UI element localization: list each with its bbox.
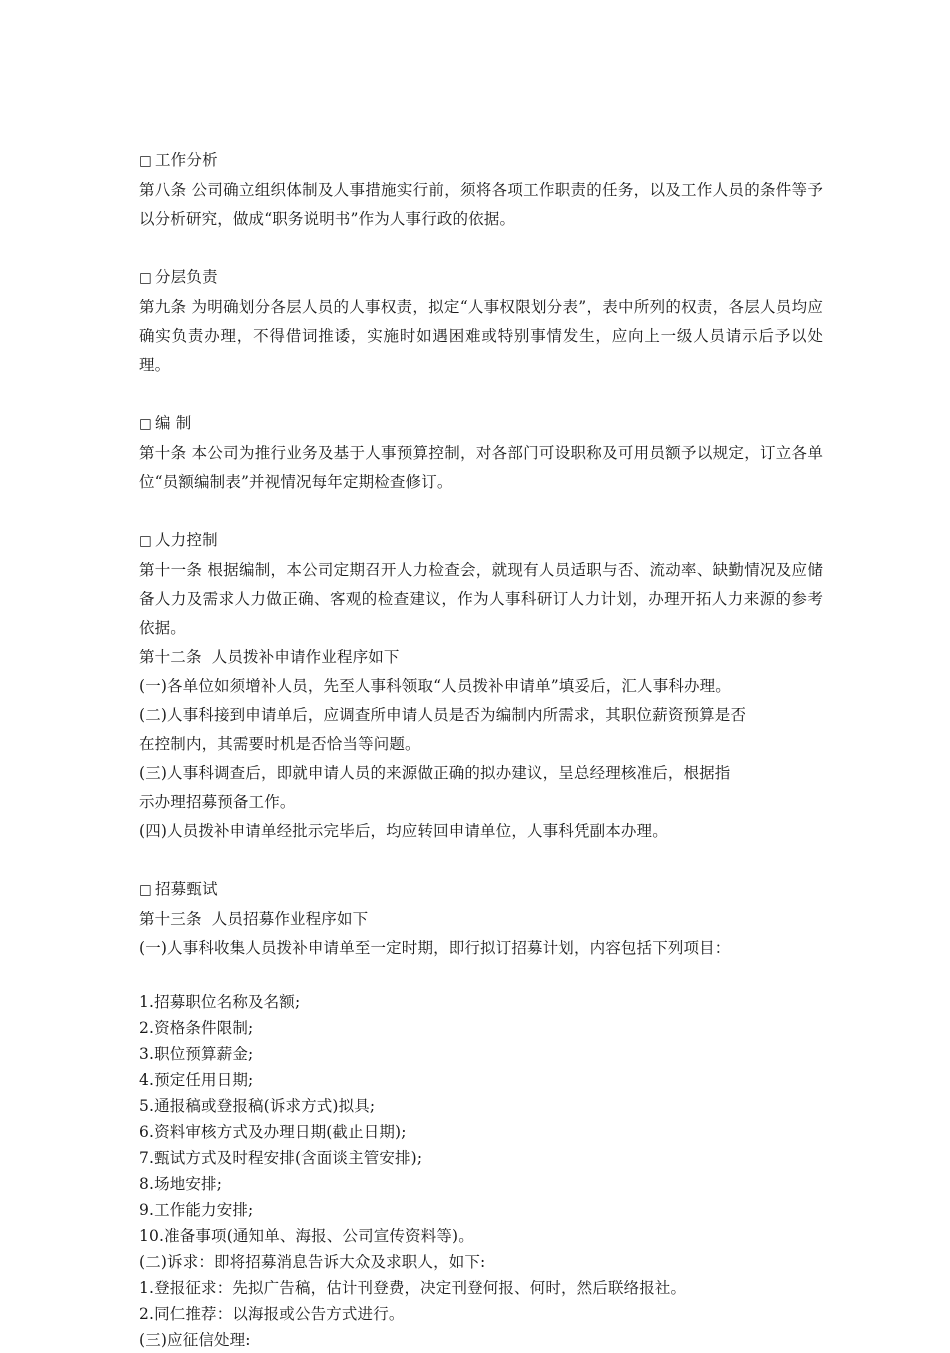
recruitment-item-two: (二)诉求：即将招募消息告诉大众及求职人，如下: <box>139 1253 486 1271</box>
paragraph-spacer <box>139 380 823 409</box>
plan-item: 2.资格条件限制; <box>139 1019 254 1037</box>
section-heading-job-analysis <box>139 146 823 176</box>
article-twelve-item: (二)人事科接到申请单后，应调查所申请人员是否为编制内所需求，其职位薪资预算是否 <box>139 706 747 724</box>
section-paragraph-tiered-responsibility: 第九条 为明确划分各层人员的人事权责，拟定“人事权限划分表”，表中所列的权责，各层人员均应确实负责办理，不得借词推诿，实施时如遇困难或特别事情发生，应向上一级人员请示后予以处理。 <box>139 298 823 374</box>
plan-item: 4.预定任用日期; <box>139 1071 254 1089</box>
plan-item: 5.通报稿或登报稿(诉求方式)拟具; <box>139 1097 376 1115</box>
plan-item: 1.招募职位名称及名额; <box>139 993 301 1011</box>
appeal-item: 2.同仁推荐：以海报或公告方式进行。 <box>139 1305 405 1323</box>
recruitment-item-three: (三)应征信处理: <box>139 1331 251 1349</box>
plan-item: 7.甄试方式及时程安排(含面谈主管安排); <box>139 1149 423 1167</box>
article-twelve-item: (三)人事科调查后，即就申请人员的来源做正确的拟办建议，呈总经理核准后，根据指 <box>139 764 731 782</box>
list-spacer <box>139 963 823 989</box>
bullet-square-icon: □ <box>139 882 152 898</box>
recruitment-item-one: (一)人事科收集人员拨补申请单至一定时期，即行拟订招募计划，内容包括下列项目： <box>139 939 731 957</box>
heading-text: 编 制 <box>154 414 192 432</box>
heading-text: 人力控制 <box>154 531 218 549</box>
heading-text: 招募甄试 <box>154 880 218 898</box>
heading-text: 分层负责 <box>154 268 218 286</box>
plan-item: 10.准备事项(通知单、海报、公司宣传资料等)。 <box>139 1227 474 1245</box>
article-twelve-item: (四)人员拨补申请单经批示完毕后，均应转回申请单位，人事科凭副本办理。 <box>139 822 668 840</box>
paragraph-spacer <box>139 497 823 526</box>
plan-item: 8.场地安排; <box>139 1175 223 1193</box>
appeal-item: 1.登报征求：先拟广告稿，估计刊登费，决定刊登何报、何时，然后联络报社。 <box>139 1279 687 1297</box>
section-paragraph-establishment: 第十条 本公司为推行业务及基于人事预算控制，对各部门可设职称及可用员额予以规定，订立各单位“员额编制表”并视情况每年定期检查修订。 <box>139 444 823 491</box>
plan-item: 9.工作能力安排; <box>139 1201 254 1219</box>
section-paragraph-job-analysis: 第八条 公司确立组织体制及人事措施实行前，须将各项工作职责的任务，以及工作人员的条件等予以分析研究，做成“职务说明书”作为人事行政的依据。 <box>139 181 823 228</box>
bullet-square-icon: □ <box>139 153 152 169</box>
section-heading-manpower-control <box>139 526 823 556</box>
section-paragraph-manpower-control: 第十一条 根据编制，本公司定期召开人力检查会，就现有人员适职与否、流动率、缺勤情况及应储备人力及需求人力做正确、客观的检查建议，作为人事科研订人力计划，办理开拓人力来源的参考依据。 <box>139 561 823 637</box>
article-twelve-item: (一)各单位如须增补人员，先至人事科领取“人员拨补申请单”填妥后，汇人事科办理。 <box>139 677 731 695</box>
bullet-square-icon: □ <box>139 533 152 549</box>
document-body <box>139 146 823 1353</box>
article-twelve-item: 示办理招募预备工作。 <box>139 793 296 811</box>
paragraph-spacer <box>139 234 823 263</box>
bullet-square-icon: □ <box>139 416 152 432</box>
bullet-square-icon: □ <box>139 270 152 286</box>
article-thirteen-title: 第十三条 人员招募作业程序如下 <box>139 910 369 928</box>
section-heading-recruitment <box>139 875 823 905</box>
plan-item: 6.资料审核方式及办理日期(截止日期); <box>139 1123 407 1141</box>
paragraph-spacer <box>139 846 823 875</box>
article-twelve-item: 在控制内，其需要时机是否恰当等问题。 <box>139 735 421 753</box>
article-twelve-title: 第十二条 人员拨补申请作业程序如下 <box>139 648 400 666</box>
plan-item: 3.职位预算薪金; <box>139 1045 254 1063</box>
section-heading-tiered-responsibility <box>139 263 823 293</box>
heading-text: 工作分析 <box>154 151 218 169</box>
section-heading-establishment <box>139 409 823 439</box>
